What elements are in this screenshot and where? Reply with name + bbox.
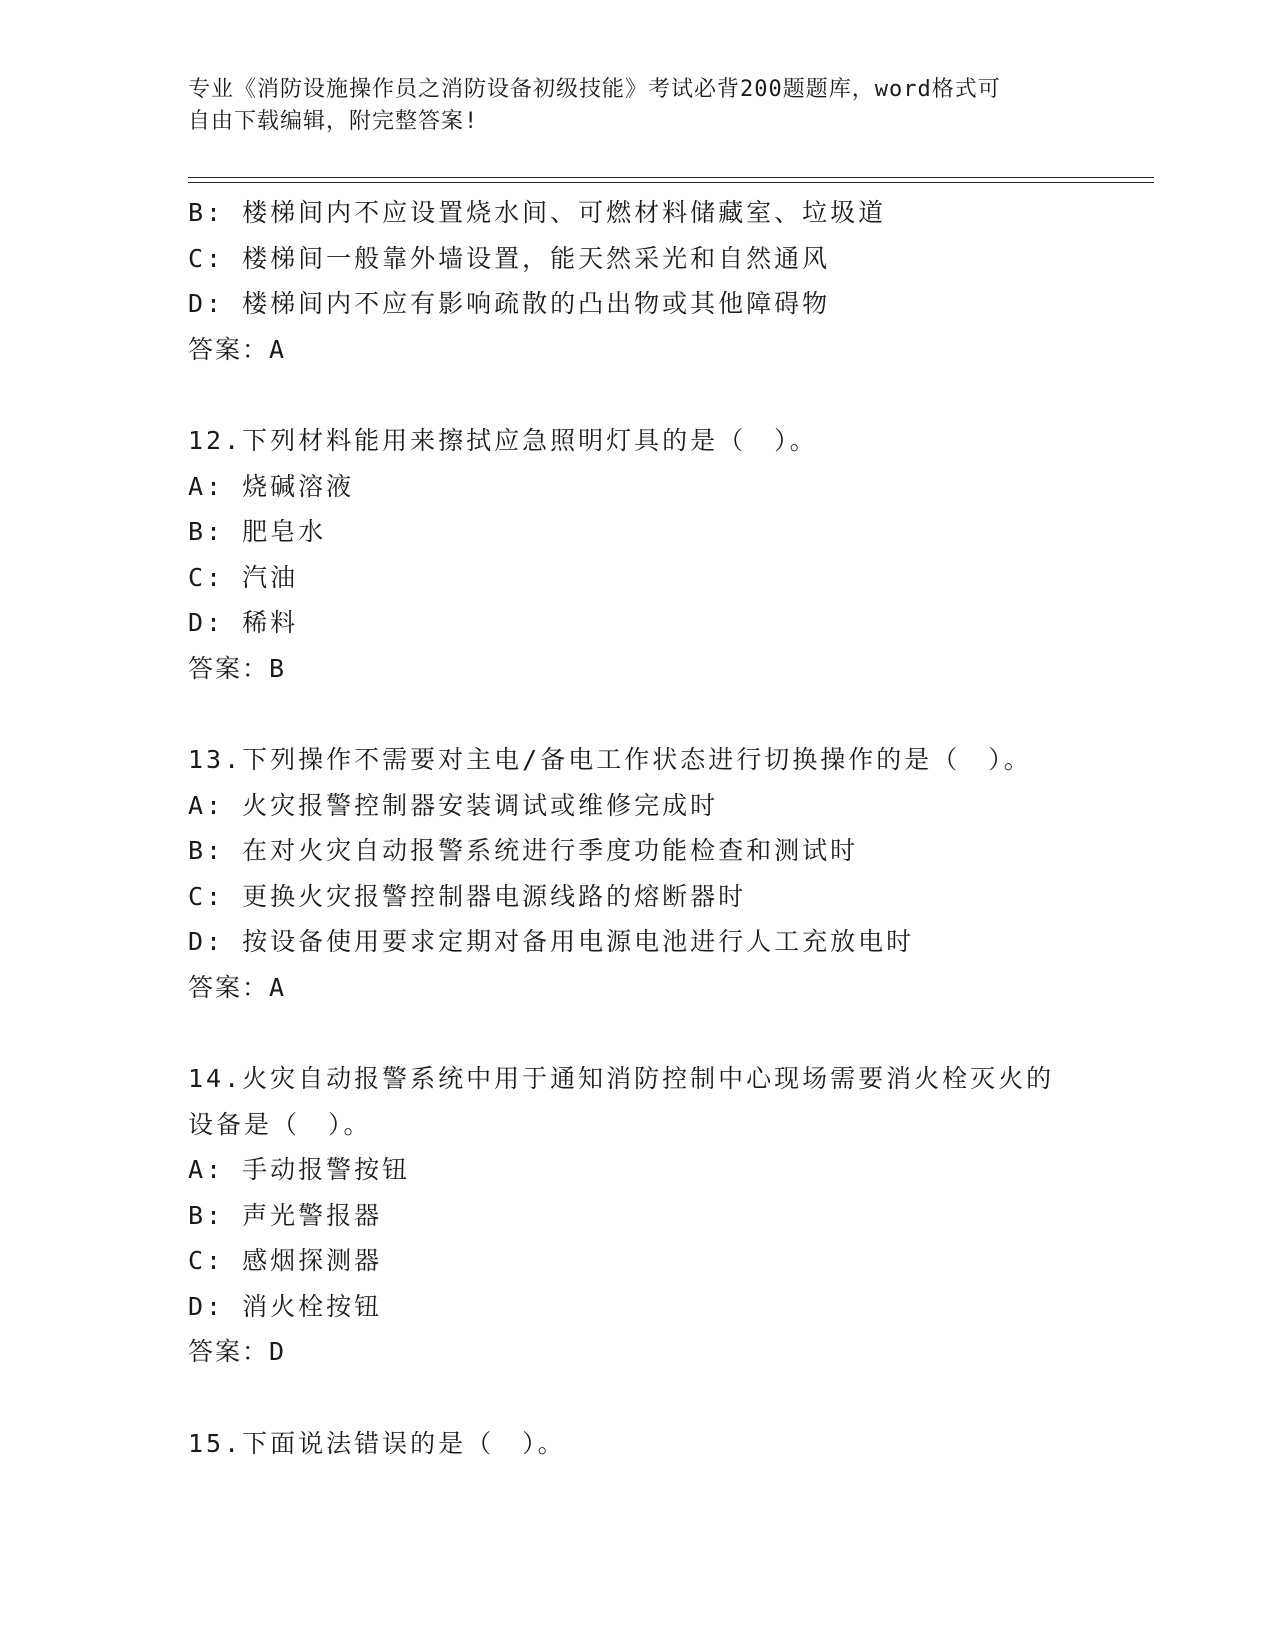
answer: 答案：A — [188, 972, 287, 1002]
option-d: D: 稀料 — [188, 608, 299, 637]
option-c: C: 更换火灾报警控制器电源线路的熔断器时 — [188, 881, 747, 911]
option-b: B: 楼梯间内不应设置烧水间、可燃材料储藏室、垃圾道 — [188, 198, 887, 227]
option-b: B: 声光警报器 — [188, 1200, 383, 1230]
question-stem: 12.下列材料能用来擦拭应急照明灯具的是（ ）。 — [188, 426, 818, 455]
spacer — [188, 372, 1138, 418]
question-block-14 — [188, 1056, 1138, 1375]
header-line-2: 自由下载编辑，附完整答案! — [188, 109, 479, 134]
spacer — [188, 1375, 1138, 1421]
question-stem-line-2: 设备是（ ）。 — [188, 1109, 372, 1139]
question-block-15 — [188, 1421, 1138, 1467]
question-list — [188, 190, 1138, 1466]
question-block-12 — [188, 418, 1138, 691]
option-d: D: 按设备使用要求定期对备用电源电池进行人工充放电时 — [188, 927, 915, 956]
header-line-1: 专业《消防设施操作员之消防设备初级技能》考试必背200题题库，word格式可 — [188, 77, 1001, 102]
question-stem-line-1: 14.火灾自动报警系统中用于通知消防控制中心现场需要消火栓灭火的 — [188, 1064, 1055, 1093]
question-block-13 — [188, 737, 1138, 1010]
question-stem: 15.下面说法错误的是（ ）。 — [188, 1428, 566, 1458]
option-c: C: 汽油 — [188, 562, 299, 592]
option-a: A: 手动报警按钮 — [188, 1155, 411, 1184]
option-a: A: 烧碱溶液 — [188, 471, 355, 501]
question-stem: 13.下列操作不需要对主电/备电工作状态进行切换操作的是（ ）。 — [188, 745, 1032, 774]
option-b: B: 肥皂水 — [188, 517, 327, 546]
option-d: D: 消火栓按钮 — [188, 1291, 383, 1321]
answer: 答案：B — [188, 653, 287, 683]
answer: 答案：A — [188, 334, 287, 364]
header-divider-top — [188, 177, 1154, 178]
document-header — [188, 74, 1068, 138]
option-b: B: 在对火灾自动报警系统进行季度功能检查和测试时 — [188, 836, 859, 865]
answer: 答案：D — [188, 1337, 287, 1366]
option-d: D: 楼梯间内不应有影响疏散的凸出物或其他障碍物 — [188, 289, 831, 318]
option-c: C: 楼梯间一般靠外墙设置，能天然采光和自然通风 — [188, 243, 831, 273]
spacer — [188, 1010, 1138, 1056]
question-block-11 — [188, 190, 1138, 372]
header-divider-bottom — [188, 182, 1154, 183]
option-a: A: 火灾报警控制器安装调试或维修完成时 — [188, 790, 719, 820]
option-c: C: 感烟探测器 — [188, 1246, 383, 1275]
spacer — [188, 691, 1138, 737]
